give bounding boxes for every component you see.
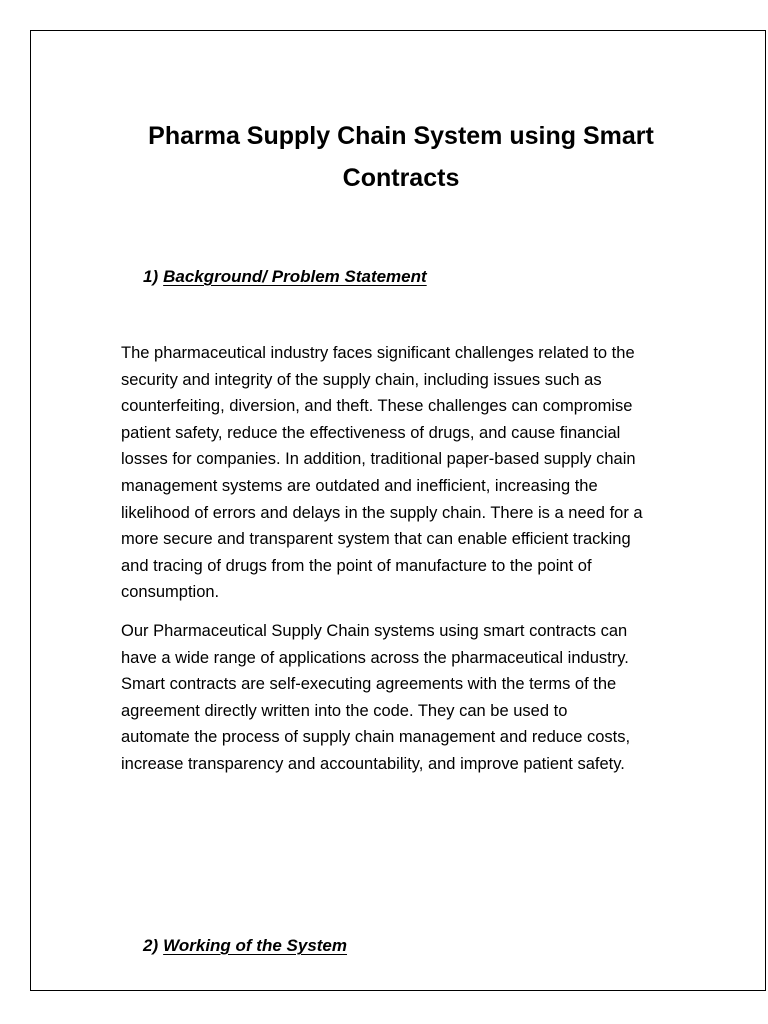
paragraph-line: have a wide range of applications across the pharmaceutical industry.	[121, 648, 629, 667]
paragraph-line: The pharmaceutical industry faces significant challenges related to the	[121, 344, 635, 362]
paragraph-line: more secure and transparent system that can enable efficient tracking	[121, 530, 631, 549]
section-heading-text: Background/ Problem Statement	[163, 267, 427, 286]
section-heading-text: Working of the System	[163, 936, 348, 955]
paragraph-line: increase transparency and accountability, and improve patient safety.	[121, 754, 625, 773]
section-heading-background	[143, 265, 427, 289]
paragraph-line: likelihood of errors and delays in the supply chain. There is a need for a	[121, 503, 643, 522]
document-page	[30, 30, 766, 991]
section-heading-working	[143, 934, 347, 958]
paragraph-line: security and integrity of the supply chain, including issues such as	[121, 370, 602, 389]
section-number: 2)	[143, 936, 159, 955]
paragraph-line: counterfeiting, diversion, and theft. These challenges can compromise	[121, 397, 633, 416]
paragraph-line: Our Pharmaceutical Supply Chain systems using smart contracts can	[121, 622, 628, 640]
paragraph-smart-contracts	[121, 618, 721, 778]
paragraph-line: agreement directly written into the code. They can be used to	[121, 701, 568, 720]
title-line-1: Pharma Supply Chain System using Smart	[148, 122, 654, 150]
paragraph-line: consumption.	[121, 583, 220, 602]
paragraph-line: Smart contracts are self-executing agreements with the terms of the	[121, 675, 617, 694]
paragraph-line: patient safety, reduce the effectiveness of drugs, and cause financial	[121, 423, 621, 442]
paragraph-line: automate the process of supply chain management and reduce costs,	[121, 728, 631, 747]
section-number: 1)	[143, 267, 159, 286]
paragraph-line: losses for companies. In addition, traditional paper-based supply chain	[121, 450, 636, 469]
title-line-2: Contracts	[342, 164, 460, 192]
paragraph-problem-statement	[121, 340, 721, 606]
paragraph-line: management systems are outdated and inefficient, increasing the	[121, 476, 598, 495]
paragraph-line: and tracing of drugs from the point of manufacture to the point of	[121, 556, 592, 575]
document-title	[91, 115, 711, 199]
